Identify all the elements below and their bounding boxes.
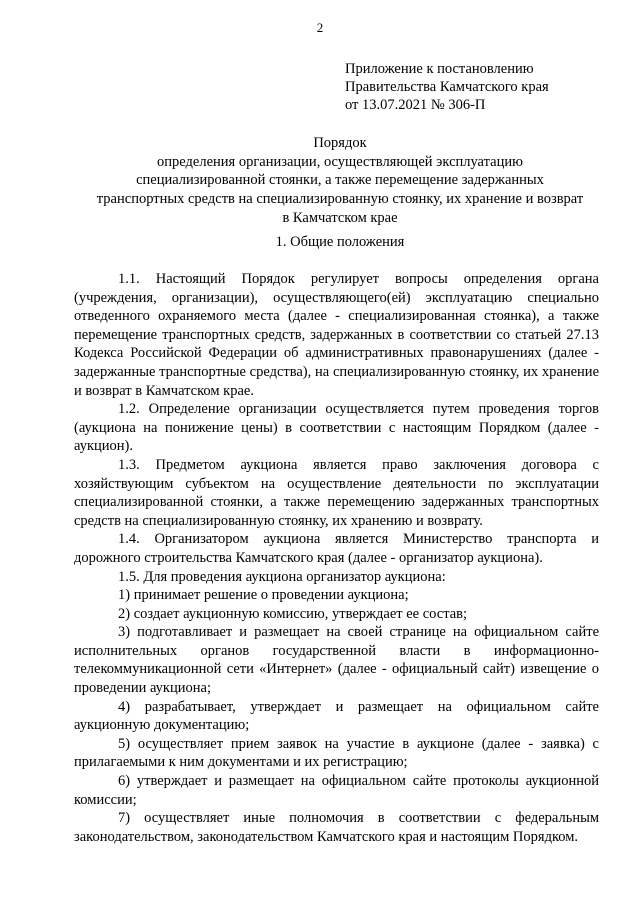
paragraph: 2) создает аукционную комиссию, утверждает ее состав; xyxy=(118,605,468,622)
title-line: определения организации, осуществляющей эксплуатацию xyxy=(157,153,523,170)
appendix-line: от 13.07.2021 № 306-П xyxy=(345,97,486,113)
title-line: Порядок xyxy=(313,135,367,151)
section-heading: 1. Общие положения xyxy=(275,234,405,250)
appendix-line: Правительства Камчатского края xyxy=(345,79,549,95)
title-line: транспортных средств на специализированную стоянку, их хранение и возврат xyxy=(96,191,584,208)
paragraph: 6) утверждает и размещает на официальном сайте протоколы аукционной комиссии; xyxy=(74,773,599,808)
paragraph: 1.1. Настоящий Порядок регулирует вопросы определения органа (учреждения, организации), осуществляющего(ей) эксплуатацию специально отведенного охраняемого места (далее - специализированная стоянка), а также перемещение транспортных средств, задержанных в соответствии со статьей 27.13 Кодекса Российской Федерации об административных правонарушениях (далее - задержанные транспортные средства), на специализированную стоянку, их хранение и возврат в Камчатском крае. xyxy=(74,271,599,399)
document-body xyxy=(74,270,599,846)
title-line: специализированной стоянки, а также перемещение задержанных xyxy=(136,172,544,189)
paragraph: 1.3. Предметом аукциона является право заключения договора с хозяйствующим субъектом на осуществление деятельности по эксплуатации специализированной стоянки, а также перемещению задержанных транспортных средств на специализированную стоянку, их хранению и возврату. xyxy=(74,456,599,529)
page-number: 2 xyxy=(316,20,324,35)
paragraph: 7) осуществляет иные полномочия в соответствии с федеральным законодательством, законодательством Камчатского края и настоящим Порядком. xyxy=(74,810,599,845)
appendix-reference xyxy=(345,60,625,114)
paragraph: 1.4. Организатором аукциона является Министерство транспорта и дорожного строительства Камчатского края (далее - организатор аукциона). xyxy=(74,531,599,566)
paragraph: 3) подготавливает и размещает на своей странице на официальном сайте исполнительных органов государственной власти в информационно-телекоммуникационной сети «Интернет» (далее - официальный сайт) извещение о проведении аукциона; xyxy=(74,624,599,697)
document-title xyxy=(70,134,610,228)
appendix-line: Приложение к постановлению xyxy=(345,61,534,77)
paragraph: 1.5. Для проведения аукциона организатор аукциона: xyxy=(118,568,446,585)
paragraph: 1.2. Определение организации осуществляется путем проведения торгов (аукциона на понижение цены) в соответствии с настоящим Порядком (далее - аукцион). xyxy=(74,401,599,455)
paragraph: 5) осуществляет прием заявок на участие в аукционе (далее - заявка) с прилагаемыми к ним документами и их регистрацию; xyxy=(74,735,599,771)
title-line: в Камчатском крае xyxy=(282,209,398,226)
paragraph: 1) принимает решение о проведении аукциона; xyxy=(118,587,409,604)
paragraph: 4) разрабатывает, утверждает и размещает на официальном сайте аукционную документацию; xyxy=(74,698,599,734)
